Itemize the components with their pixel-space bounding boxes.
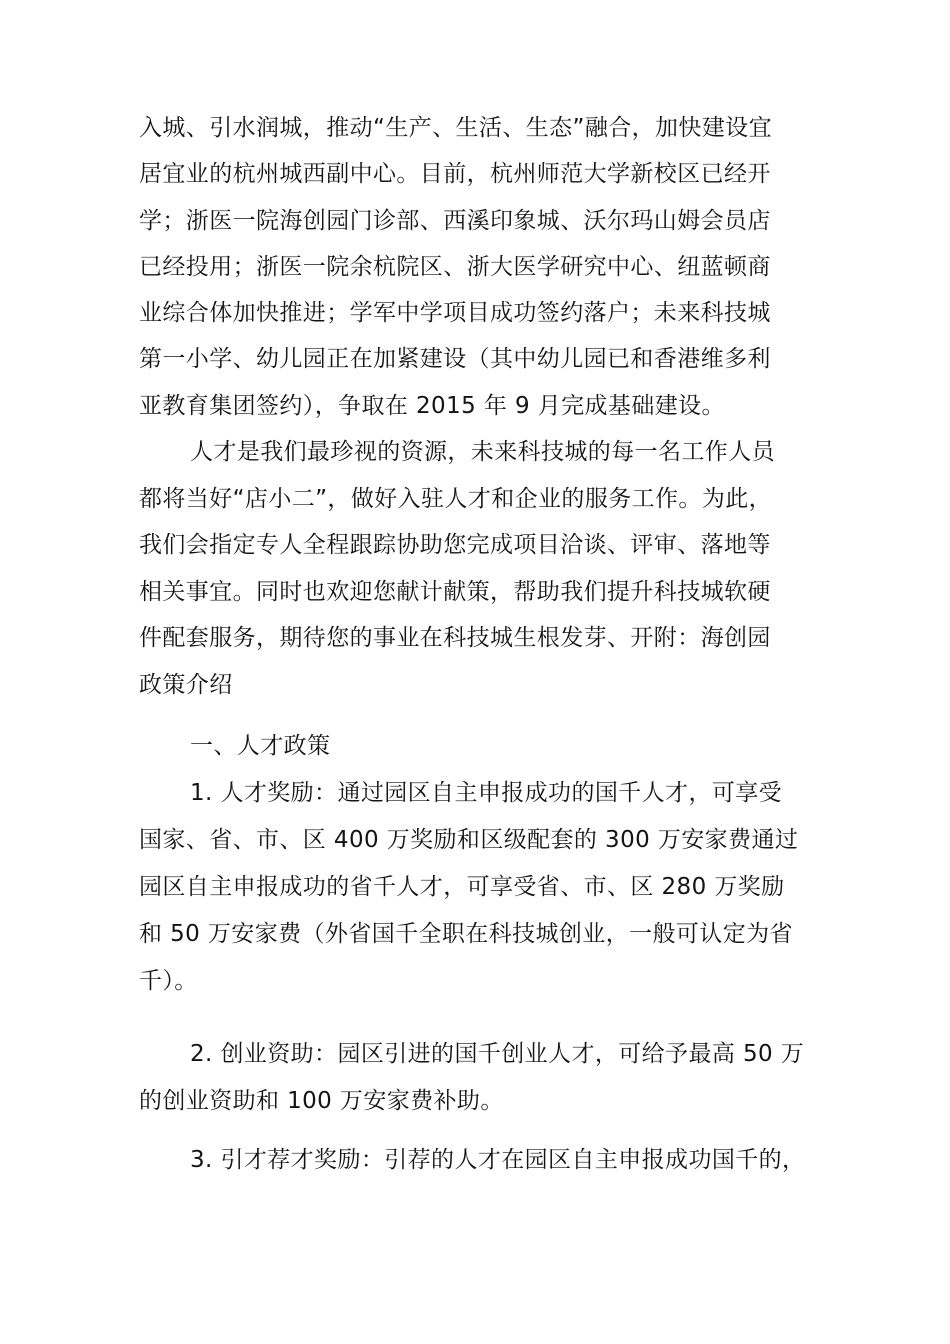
text-line: 学；浙医一院海创园门诊部、西溪印象城、沃尔玛山姆会员店 (139, 208, 771, 234)
text-line: 的创业资助和 100 万安家费补助。 (139, 1088, 504, 1114)
text-line: 3. 引才荐才奖励：引荐的人才在园区自主申报成功国千的， (190, 1147, 806, 1173)
text-line: 1. 人才奖励：通过园区自主申报成功的国千人才，可享受 (190, 780, 783, 806)
text-line: 园区自主申报成功的省千人才，可享受省、市、区 280 万奖励 (139, 874, 785, 900)
text-line: 政策介绍 (139, 672, 233, 698)
text-line: 相关事宜。同时也欢迎您献计献策，帮助我们提升科技城软硬 (139, 579, 771, 605)
text-line: 件配套服务，期待您的事业在科技城生根发芽、开附：海创园 (139, 625, 771, 651)
text-line: 2. 创业资助：园区引进的国千创业人才，可给予最高 50 万 (190, 1041, 805, 1067)
text-line: 亚教育集团签约），争取在 2015 年 9 月完成基础建设。 (139, 393, 725, 419)
text-line: 和 50 万安家费（外省国千全职在科技城创业，一般可认定为省 (139, 921, 793, 947)
text-line: 已经投用；浙医一院余杭院区、浙大医学研究中心、纽蓝顿商 (139, 254, 771, 280)
text-line: 国家、省、市、区 400 万奖励和区级配套的 300 万安家费通过 (139, 827, 799, 853)
text-line: 千）。 (139, 968, 198, 994)
text-line: 我们会指定专人全程跟踪协助您完成项目洽谈、评审、落地等 (139, 532, 771, 558)
text-line: 居宜业的杭州城西副中心。目前，杭州师范大学新校区已经开 (139, 161, 771, 187)
section-heading: 一、人才政策 (190, 733, 331, 759)
text-line: 人才是我们最珍视的资源，未来科技城的每一名工作人员 (190, 439, 775, 465)
text-line: 业综合体加快推进；学军中学项目成功签约落户；未来科技城 (139, 300, 771, 326)
text-line: 第一小学、幼儿园正在加紧建设（其中幼儿园已和香港维多利 (139, 346, 771, 372)
text-line: 都将当好“店小二”，做好入驻人才和企业的服务工作。为此， (139, 486, 773, 512)
text-line: 入城、引水润城，推动“生产、生活、生态”融合，加快建设宜 (139, 115, 773, 141)
